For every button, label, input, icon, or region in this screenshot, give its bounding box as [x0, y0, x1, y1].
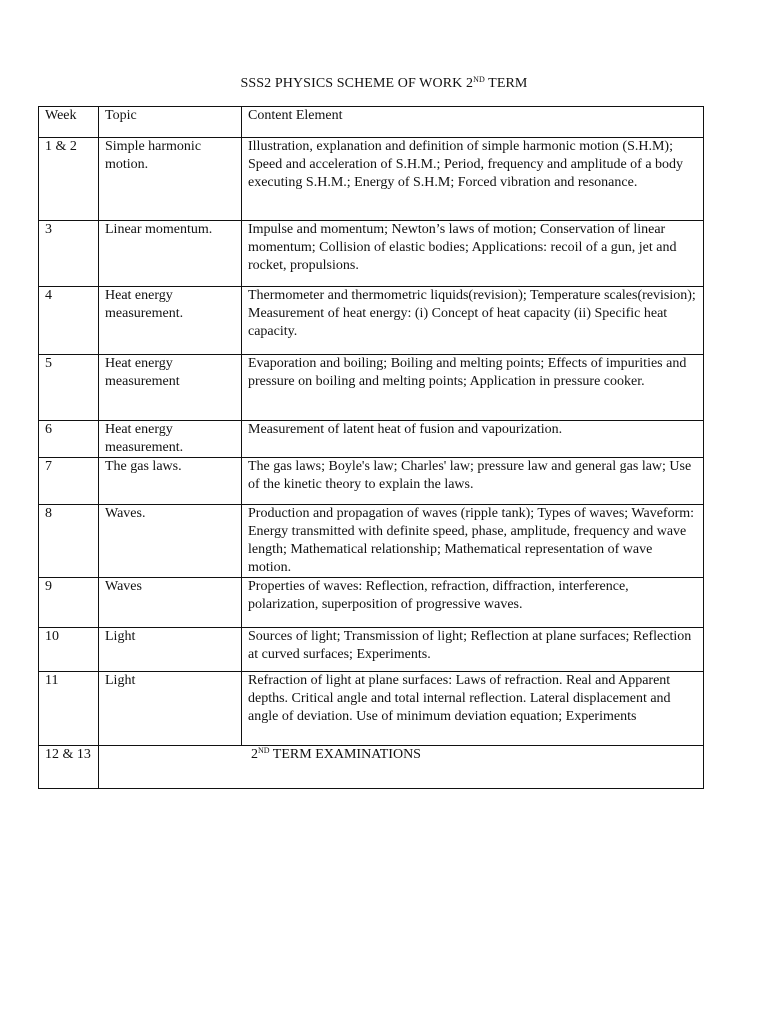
topic-cell: Simple harmonic motion. [99, 138, 242, 221]
week-cell: 4 [39, 287, 99, 355]
week-cell: 12 & 13 [39, 746, 99, 789]
topic-cell: The gas laws. [99, 458, 242, 505]
table-row [39, 458, 704, 505]
topic-cell: Light [99, 628, 242, 672]
table-row [39, 421, 704, 458]
week-cell: 11 [39, 672, 99, 746]
title-end: TERM [484, 76, 528, 91]
week-cell: 5 [39, 355, 99, 421]
header-topic: Topic [99, 107, 242, 138]
topic-cell: Light [99, 672, 242, 746]
table-row [39, 355, 704, 421]
table-row [39, 221, 704, 287]
week-cell: 7 [39, 458, 99, 505]
week-cell: 8 [39, 505, 99, 578]
content-cell: Thermometer and thermometric liquids(revision); Temperature scales(revision); Measurement of heat energy: (i) Concept of heat capacity (ii) Specific heat capacity. [242, 287, 704, 355]
table-row [39, 505, 704, 578]
content-cell: Impulse and momentum; Newton’s laws of motion; Conservation of linear momentum; Collision of elastic bodies; Applications: recoil of a gun, jet and rocket, propulsions. [242, 221, 704, 287]
topic-cell: Heat energy measurement. [99, 421, 242, 458]
title-main: SSS2 PHYSICS SCHEME OF WORK 2 [240, 76, 474, 91]
content-cell: Refraction of light at plane surfaces: Laws of refraction. Real and Apparent depths. Critical angle and total internal reflection. Lateral displacement and angle of deviation. Use of minimum deviation equation; Experiments [242, 672, 704, 746]
topic-cell: Linear momentum. [99, 221, 242, 287]
header-week: Week [39, 107, 99, 138]
content-cell: Production and propagation of waves (ripple tank); Types of waves; Waveform: Energy transmitted with definite speed, phase, amplitude, frequency and wave length; Mathematical relationship; Mathematical representation of wave motion. [242, 505, 704, 578]
week-cell: 1 & 2 [39, 138, 99, 221]
header-row [39, 107, 704, 138]
week-cell: 10 [39, 628, 99, 672]
exam-number: 2 [251, 747, 258, 762]
table-row [39, 672, 704, 746]
exam-superscript: ND [258, 746, 270, 755]
table-row [39, 628, 704, 672]
content-cell: Properties of waves: Reflection, refraction, diffraction, interference, polarization, superposition of progressive waves. [242, 578, 704, 628]
topic-cell: Waves [99, 578, 242, 628]
table-row [39, 578, 704, 628]
content-cell: Evaporation and boiling; Boiling and melting points; Effects of impurities and pressure on boiling and melting points; Application in pressure cooker. [242, 355, 704, 421]
exam-row [39, 746, 704, 789]
document-title [0, 76, 768, 92]
content-cell: Sources of light; Transmission of light; Reflection at plane surfaces; Reflection at curved surfaces; Experiments. [242, 628, 704, 672]
scheme-table [38, 106, 704, 789]
content-cell: Illustration, explanation and definition of simple harmonic motion (S.H.M); Speed and acceleration of S.H.M.; Period, frequency and amplitude of a body executing S.H.M.; Energy of S.H.M; Forced vibration and resonance. [242, 138, 704, 221]
week-cell: 3 [39, 221, 99, 287]
topic-cell: Heat energy measurement [99, 355, 242, 421]
week-cell: 6 [39, 421, 99, 458]
title-superscript: ND [473, 75, 485, 84]
content-cell: The gas laws; Boyle's law; Charles' law; pressure law and general gas law; Use of the kinetic theory to explain the laws. [242, 458, 704, 505]
topic-cell: Waves. [99, 505, 242, 578]
exam-label [99, 746, 704, 789]
table-row [39, 287, 704, 355]
exam-text: TERM EXAMINATIONS [269, 747, 421, 762]
header-content: Content Element [242, 107, 704, 138]
content-cell: Measurement of latent heat of fusion and vapourization. [242, 421, 704, 458]
topic-cell: Heat energy measurement. [99, 287, 242, 355]
week-cell: 9 [39, 578, 99, 628]
table-row [39, 138, 704, 221]
